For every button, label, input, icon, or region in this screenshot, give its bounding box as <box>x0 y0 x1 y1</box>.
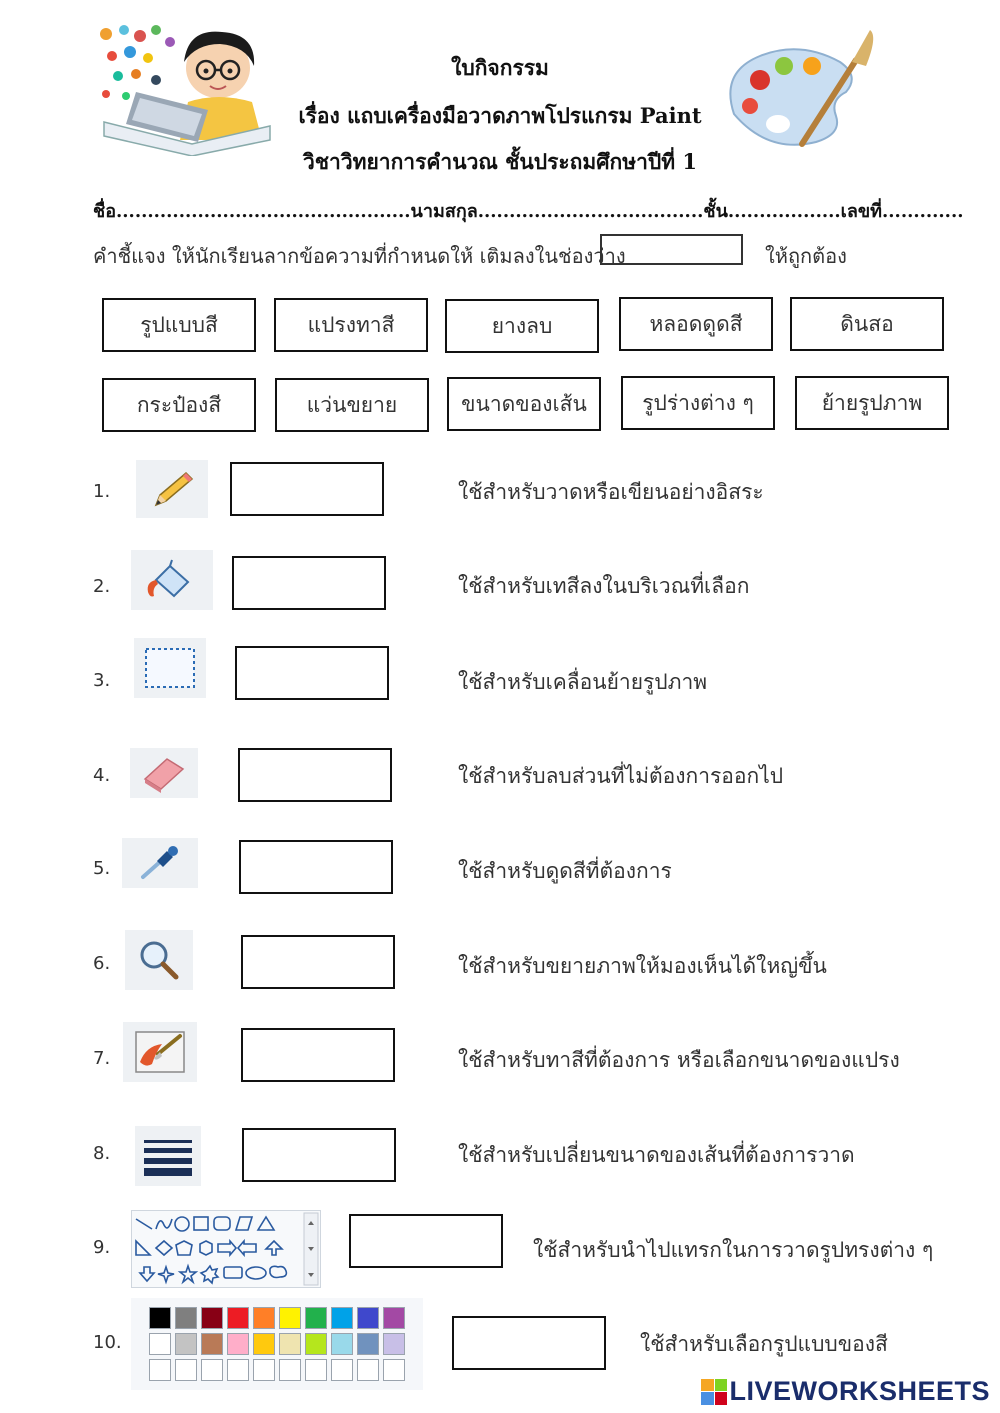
brand-text: LIVEWORKSHEETS <box>729 1376 990 1406</box>
select-icon <box>134 638 206 698</box>
question-number: 5. <box>93 858 111 879</box>
answer-drop-box[interactable] <box>239 840 393 894</box>
word-tile[interactable]: แว่นขยาย <box>275 378 429 432</box>
color-swatch <box>201 1333 223 1355</box>
color-swatch <box>357 1333 379 1355</box>
magnifier-icon <box>125 930 193 990</box>
color-swatch <box>357 1307 379 1329</box>
question-number: 4. <box>93 765 111 786</box>
question-number: 9. <box>93 1237 111 1258</box>
color-swatch <box>383 1359 405 1381</box>
color-swatch <box>357 1359 379 1381</box>
color-swatch <box>305 1359 327 1381</box>
color-swatch <box>305 1307 327 1329</box>
line-size-icon <box>135 1126 201 1186</box>
answer-drop-box[interactable] <box>235 646 389 700</box>
color-swatch <box>227 1359 249 1381</box>
answer-drop-box[interactable] <box>238 748 392 802</box>
question-number: 10. <box>93 1332 122 1353</box>
question-description: ใช้สำหรับวาดหรือเขียนอย่างอิสระ <box>458 480 764 504</box>
answer-drop-box[interactable] <box>349 1214 503 1268</box>
question-description: ใช้สำหรับทาสีที่ต้องการ หรือเลือกขนาดของแปรง <box>458 1048 900 1072</box>
color-swatch <box>383 1307 405 1329</box>
instruction-text-end: ให้ถูกต้อง <box>765 244 847 268</box>
worksheet-title: ใบกิจกรรม <box>451 55 549 80</box>
color-swatch <box>201 1307 223 1329</box>
instruction-text: คำชี้แจง ให้นักเรียนลากข้อความที่กำหนดให้ เติมลงในช่องว่าง <box>93 244 626 268</box>
color-swatch <box>331 1307 353 1329</box>
fill-bucket-icon <box>131 550 213 610</box>
brush-icon <box>123 1022 197 1082</box>
question-description: ใช้สำหรับเคลื่อนย้ายรูปภาพ <box>458 670 708 694</box>
liveworksheets-logo-icon <box>701 1379 727 1405</box>
color-swatch <box>149 1333 171 1355</box>
boy-with-laptop-illustration <box>96 22 278 156</box>
answer-drop-box[interactable] <box>242 1128 396 1182</box>
color-swatch <box>227 1333 249 1355</box>
color-palette-icon <box>131 1298 423 1390</box>
word-tile[interactable]: ขนาดของเส้น <box>447 377 601 431</box>
color-swatch <box>175 1307 197 1329</box>
question-description: ใช้สำหรับเปลี่ยนขนาดของเส้นที่ต้องการวาด <box>458 1143 855 1167</box>
color-swatch <box>331 1333 353 1355</box>
color-swatch <box>279 1359 301 1381</box>
answer-drop-box[interactable] <box>452 1316 606 1370</box>
subject-title: วิชาวิทยาการคำนวณ ชั้นประถมศึกษาปีที่ 1 <box>303 149 697 174</box>
color-swatch <box>279 1307 301 1329</box>
word-tile[interactable]: ย้ายรูปภาพ <box>795 376 949 430</box>
color-swatch <box>279 1333 301 1355</box>
shapes-icon <box>131 1210 321 1288</box>
question-description: ใช้สำหรับเลือกรูปแบบของสี <box>640 1332 888 1356</box>
question-number: 6. <box>93 953 111 974</box>
student-info-line: ชื่อ...............................................นามสกุล....................................ชั้น..................เลขที่............. <box>93 201 964 222</box>
color-swatch <box>331 1359 353 1381</box>
color-swatch-grid <box>149 1307 405 1381</box>
word-tile[interactable]: ยางลบ <box>445 299 599 353</box>
question-description: ใช้สำหรับขยายภาพให้มองเห็นได้ใหญ่ขึ้น <box>458 954 827 978</box>
color-swatch <box>305 1333 327 1355</box>
question-number: 2. <box>93 576 111 597</box>
word-tile[interactable]: แปรงทาสี <box>274 298 428 352</box>
answer-drop-box[interactable] <box>230 462 384 516</box>
color-swatch <box>253 1307 275 1329</box>
word-tile[interactable]: รูปร่างต่าง ๆ <box>621 376 775 430</box>
answer-drop-box[interactable] <box>232 556 386 610</box>
question-number: 3. <box>93 670 111 691</box>
question-description: ใช้สำหรับดูดสีที่ต้องการ <box>458 859 672 883</box>
word-tile[interactable]: กระป๋องสี <box>102 378 256 432</box>
question-description: ใช้สำหรับลบส่วนที่ไม่ต้องการออกไป <box>458 764 784 788</box>
color-swatch <box>201 1359 223 1381</box>
color-swatch <box>227 1307 249 1329</box>
color-swatch <box>149 1359 171 1381</box>
paint-palette-illustration <box>720 22 880 162</box>
question-description: ใช้สำหรับนำไปแทรกในการวาดรูปทรงต่าง ๆ <box>533 1238 934 1262</box>
question-description: ใช้สำหรับเทสีลงในบริเวณที่เลือก <box>458 574 750 598</box>
question-number: 8. <box>93 1143 111 1164</box>
color-swatch <box>253 1359 275 1381</box>
eraser-icon <box>130 748 198 798</box>
color-picker-icon <box>122 838 198 888</box>
color-swatch <box>149 1307 171 1329</box>
word-tile[interactable]: หลอดดูดสี <box>619 297 773 351</box>
pencil-icon <box>136 460 208 518</box>
lesson-title: เรื่อง แถบเครื่องมือวาดภาพโปรแกรม Paint <box>298 103 702 128</box>
color-swatch <box>253 1333 275 1355</box>
color-swatch <box>175 1333 197 1355</box>
color-swatch <box>383 1333 405 1355</box>
liveworksheets-logo <box>701 1376 990 1407</box>
answer-drop-box[interactable] <box>241 935 395 989</box>
answer-drop-box[interactable] <box>241 1028 395 1082</box>
word-tile[interactable]: ดินสอ <box>790 297 944 351</box>
question-number: 1. <box>93 481 111 502</box>
question-number: 7. <box>93 1048 111 1069</box>
instruction-example-blank <box>600 234 743 265</box>
word-tile[interactable]: รูปแบบสี <box>102 298 256 352</box>
color-swatch <box>175 1359 197 1381</box>
